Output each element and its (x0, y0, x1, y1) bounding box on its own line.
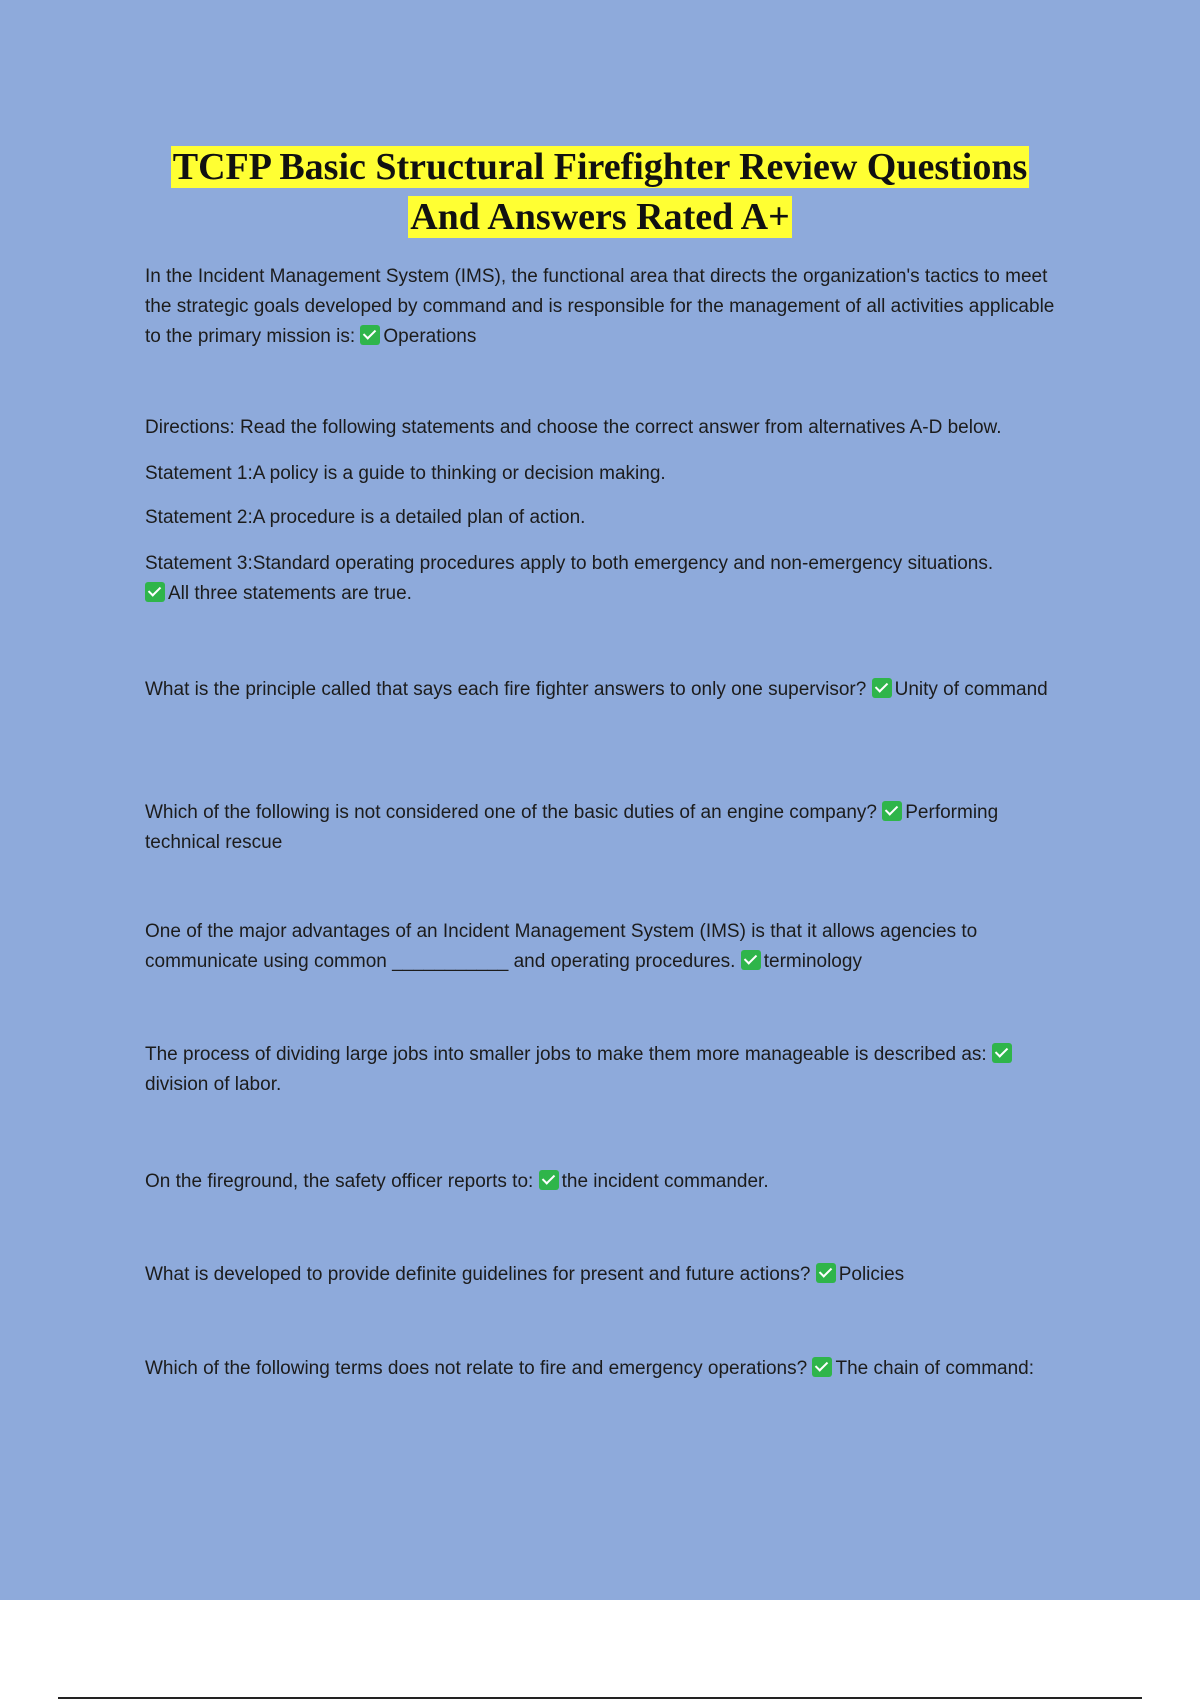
qa-item-5 (145, 917, 1075, 977)
answer-text: Policies (838, 1264, 905, 1285)
check-icon (539, 1170, 559, 1190)
directions-text: Directions: Read the following statements and choose the correct answer from alternatives A-D below. (145, 417, 1002, 438)
qa-item-4 (145, 798, 1075, 858)
document-title (0, 142, 1200, 242)
question-text: What is the principle called that says each fire fighter answers to only one supervisor? (145, 679, 867, 700)
qa-item-3 (145, 675, 1075, 705)
question-text: What is developed to provide definite guidelines for present and future actions? (145, 1264, 811, 1285)
title-line-2: And Answers Rated A+ (410, 196, 790, 238)
question-text: On the fireground, the safety officer reports to: (145, 1171, 534, 1192)
check-icon (882, 801, 902, 821)
answer-text: terminology (763, 951, 862, 972)
question-text: Which of the following is not considered one of the basic duties of an engine company? (145, 802, 877, 823)
qa-item-1 (145, 262, 1075, 352)
answer-text: division of labor. (145, 1074, 282, 1095)
question-text: In the Incident Management System (IMS), the functional area that directs the organization's tactics to meet the strategic goals developed by command and is responsible for the management of all activities applicable to the primary mission is: (145, 266, 1055, 347)
qa-item-8 (145, 1260, 1075, 1290)
check-icon (872, 678, 892, 698)
statement-2: Statement 2:A procedure is a detailed plan of action. (145, 507, 586, 528)
answer-text: Operations (383, 326, 477, 347)
question-text: The process of dividing large jobs into smaller jobs to make them more manageable is described as: (145, 1044, 987, 1065)
question-text: Which of the following terms does not relate to fire and emergency operations? (145, 1358, 808, 1379)
question-text: One of the major advantages of an Incident Management System (IMS) is that it allows agencies to communicate using common ___________ and operating procedures. (145, 921, 978, 972)
answer-text: The chain of command: (835, 1358, 1035, 1379)
answer-text: Unity of command (894, 679, 1048, 700)
check-icon (812, 1357, 832, 1377)
statement-1: Statement 1:A policy is a guide to thinking or decision making. (145, 463, 666, 484)
check-icon (360, 325, 380, 345)
answer-text: All three statements are true. (168, 583, 412, 604)
qa-item-7 (145, 1167, 1075, 1197)
qa-item-9 (145, 1354, 1075, 1384)
qa-item-2 (145, 549, 1075, 609)
answer-text: Performing technical rescue (145, 802, 999, 853)
check-icon (741, 950, 761, 970)
check-icon (816, 1263, 836, 1283)
answer-text: the incident commander. (561, 1171, 769, 1192)
check-icon (992, 1043, 1012, 1063)
check-icon (145, 582, 165, 602)
statement-3: Statement 3:Standard operating procedures apply to both emergency and non-emergency situations. (145, 553, 994, 574)
qa-item-6 (145, 1040, 1075, 1100)
footer-divider (58, 1697, 1142, 1699)
title-line-1: TCFP Basic Structural Firefighter Review Questions (172, 146, 1028, 188)
